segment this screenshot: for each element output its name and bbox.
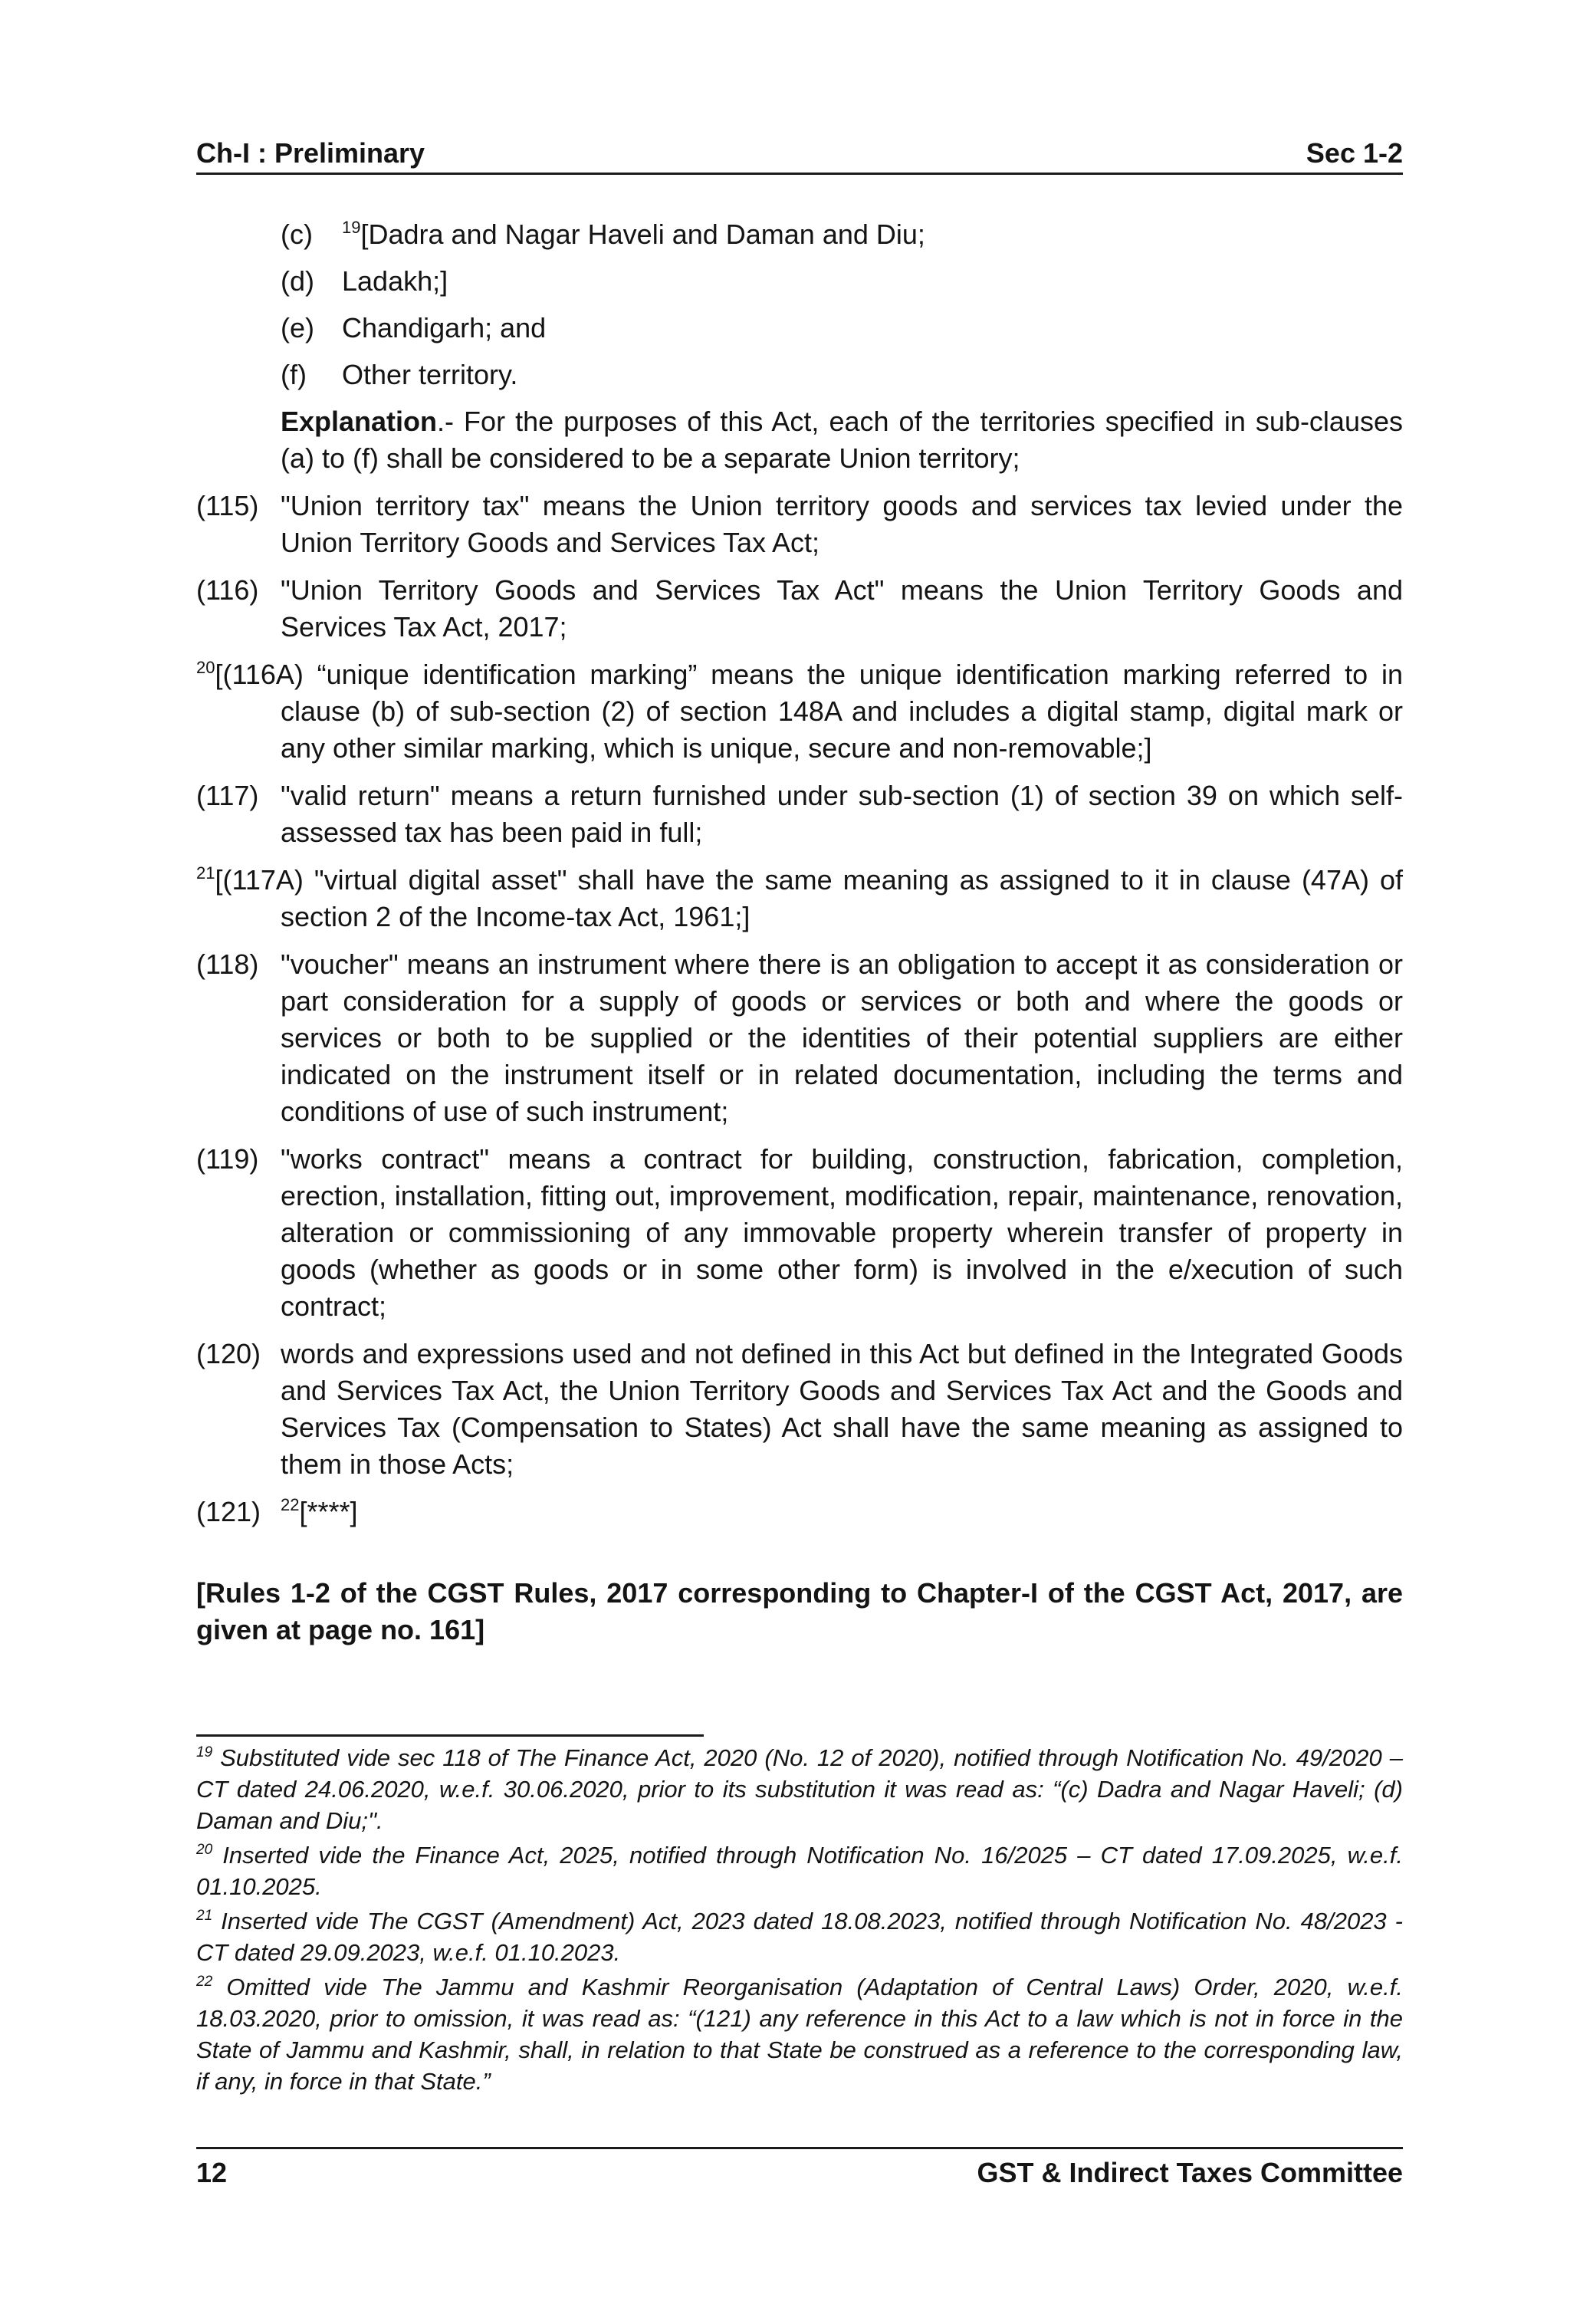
definition-text: [****] xyxy=(299,1496,358,1527)
subclause-text: Chandigarh; and xyxy=(342,312,547,344)
explanation-label: Explanation xyxy=(281,406,438,437)
definition-120 xyxy=(196,1336,1403,1483)
definition-text: "virtual digital asset" shall have the same meaning as assigned to it in clause (47A) of section 2 of the Income-tax Act, 1961;] xyxy=(281,864,1403,932)
definition-116 xyxy=(196,572,1403,646)
definition-number: (120) xyxy=(196,1338,261,1369)
definition-text: "Union territory tax" means the Union territory goods and services tax levied under the Union Territory Goods and Services Tax Act; xyxy=(281,490,1403,558)
subclause-c xyxy=(281,216,1403,253)
footnote-19 xyxy=(196,1742,1403,1836)
definition-119 xyxy=(196,1141,1403,1325)
definition-text: words and expressions used and not defined in this Act but defined in the Integrated Goods and Services Tax Act, the Union Territory Goods and Services Tax Act and the Goods and Services Tax (Compensation to States) Act shall have the same meaning as assigned to them in those Acts; xyxy=(281,1338,1403,1480)
page-body xyxy=(196,216,1403,1648)
footnote-ref-22[interactable]: 22 xyxy=(281,1495,300,1514)
definition-118 xyxy=(196,946,1403,1130)
definition-number: (117) xyxy=(196,780,259,811)
definition-number: (116) xyxy=(196,574,259,606)
footnotes xyxy=(196,1742,1403,2100)
definition-text: "works contract" means a contract for building, construction, fabrication, completion, erection, installation, fitting out, improvement, modification, repair, maintenance, renovation, alteration or commissioning of any immovable property wherein transfer of property in goods (whether as goods or in some other form) is involved in the e/xecution of such contract; xyxy=(281,1143,1403,1322)
subclause-e xyxy=(281,310,1403,347)
subclause-label: (d) xyxy=(281,265,314,297)
footnote-number: 21 xyxy=(196,1908,213,1924)
definition-text: "valid return" means a return furnished under sub-section (1) of section 39 on which self-assessed tax has been paid in full; xyxy=(281,780,1403,848)
subclause-label: (f) xyxy=(281,359,307,390)
definition-117a xyxy=(196,862,1403,935)
definition-number: (118) xyxy=(196,948,259,980)
subclause-text: Ladakh;] xyxy=(342,265,448,297)
definition-115 xyxy=(196,488,1403,561)
footnote-separator xyxy=(196,1734,704,1737)
footnote-text: Omitted vide The Jammu and Kashmir Reorganisation (Adaptation of Central Laws) Order, 2020, w.e.f. 18.03.2020, prior to omission, it was read as: “(121) any reference in this Act to a law which is not in force in the State of Jammu and Kashmir, shall, in relation to that State be construed as a reference to the corresponding law, if any, in force in that State.” xyxy=(196,1974,1403,2095)
chapter-title: Ch-I : Preliminary xyxy=(196,137,425,169)
subclause-text: [Dadra and Nagar Haveli and Daman and Diu; xyxy=(360,219,925,250)
subclause-text: Other territory. xyxy=(342,359,518,390)
explanation xyxy=(281,403,1403,477)
definition-117 xyxy=(196,777,1403,851)
explanation-text: .- For the purposes of this Act, each of the territories specified in sub-clauses (a) to (f) shall be considered to be a separate Union territory; xyxy=(281,406,1403,474)
running-footer xyxy=(196,2147,1403,2189)
definition-number: [(116A) xyxy=(215,659,304,690)
rules-cross-reference: [Rules 1-2 of the CGST Rules, 2017 corresponding to Chapter-I of the CGST Act, 2017, are given at page no. 161] xyxy=(196,1577,1403,1645)
subclause-label: (c) xyxy=(281,219,313,250)
definition-text: "Union Territory Goods and Services Tax Act" means the Union Territory Goods and Services Tax Act, 2017; xyxy=(281,574,1403,643)
definition-121 xyxy=(196,1494,1403,1530)
footnote-text: Inserted vide the Finance Act, 2025, notified through Notification No. 16/2025 – CT dated 17.09.2025, w.e.f. 01.10.2025. xyxy=(196,1842,1403,1900)
footnote-text: Substituted vide sec 118 of The Finance Act, 2020 (No. 12 of 2020), notified through Notification No. 49/2020 – CT dated 24.06.2020, w.e.f. 30.06.2020, prior to its substitution it was read as: “(c) Dadra and Nagar Haveli; (d) Daman and Diu;". xyxy=(196,1744,1403,1834)
definition-number: (115) xyxy=(196,490,259,521)
definition-text: “unique identification marking” means the unique identification marking referred to in clause (b) of sub-section (2) of section 148A and includes a digital stamp, digital mark or any other similar marking, which is unique, secure and non-removable;] xyxy=(281,659,1403,764)
footnote-20 xyxy=(196,1839,1403,1902)
definition-number: (121) xyxy=(196,1496,261,1527)
footnote-21 xyxy=(196,1905,1403,1968)
section-range: Sec 1-2 xyxy=(1306,137,1403,169)
footnote-ref-19[interactable]: 19 xyxy=(342,218,361,237)
footnote-text: Inserted vide The CGST (Amendment) Act, 2023 dated 18.08.2023, notified through Notification No. 48/2023 - CT dated 29.09.2023, w.e.f. 01.10.2023. xyxy=(196,1908,1404,1966)
definition-116a xyxy=(196,656,1403,767)
footnote-ref-21[interactable]: 21 xyxy=(196,863,215,883)
page-number: 12 xyxy=(196,2157,228,2188)
footnote-22 xyxy=(196,1971,1403,2097)
definition-number: [(117A) xyxy=(215,864,304,896)
footnote-number: 19 xyxy=(196,1744,213,1760)
definition-text: "voucher" means an instrument where there is an obligation to accept it as consideration or part consideration for a supply of goods or services or both and where the goods or services or both to be supplied or the identities of their potential suppliers are either indicated on the instrument itself or in related documentation, including the terms and conditions of use of such instrument; xyxy=(281,948,1403,1127)
definition-number: (119) xyxy=(196,1143,259,1175)
footnote-number: 20 xyxy=(196,1842,213,1858)
subclause-label: (e) xyxy=(281,312,314,344)
committee-name: GST & Indirect Taxes Committee xyxy=(977,2157,1403,2188)
running-header xyxy=(196,136,1403,175)
subclause-d xyxy=(281,263,1403,300)
footnote-ref-20[interactable]: 20 xyxy=(196,658,215,677)
footnote-number: 22 xyxy=(196,1974,213,1990)
subclause-f xyxy=(281,357,1403,393)
